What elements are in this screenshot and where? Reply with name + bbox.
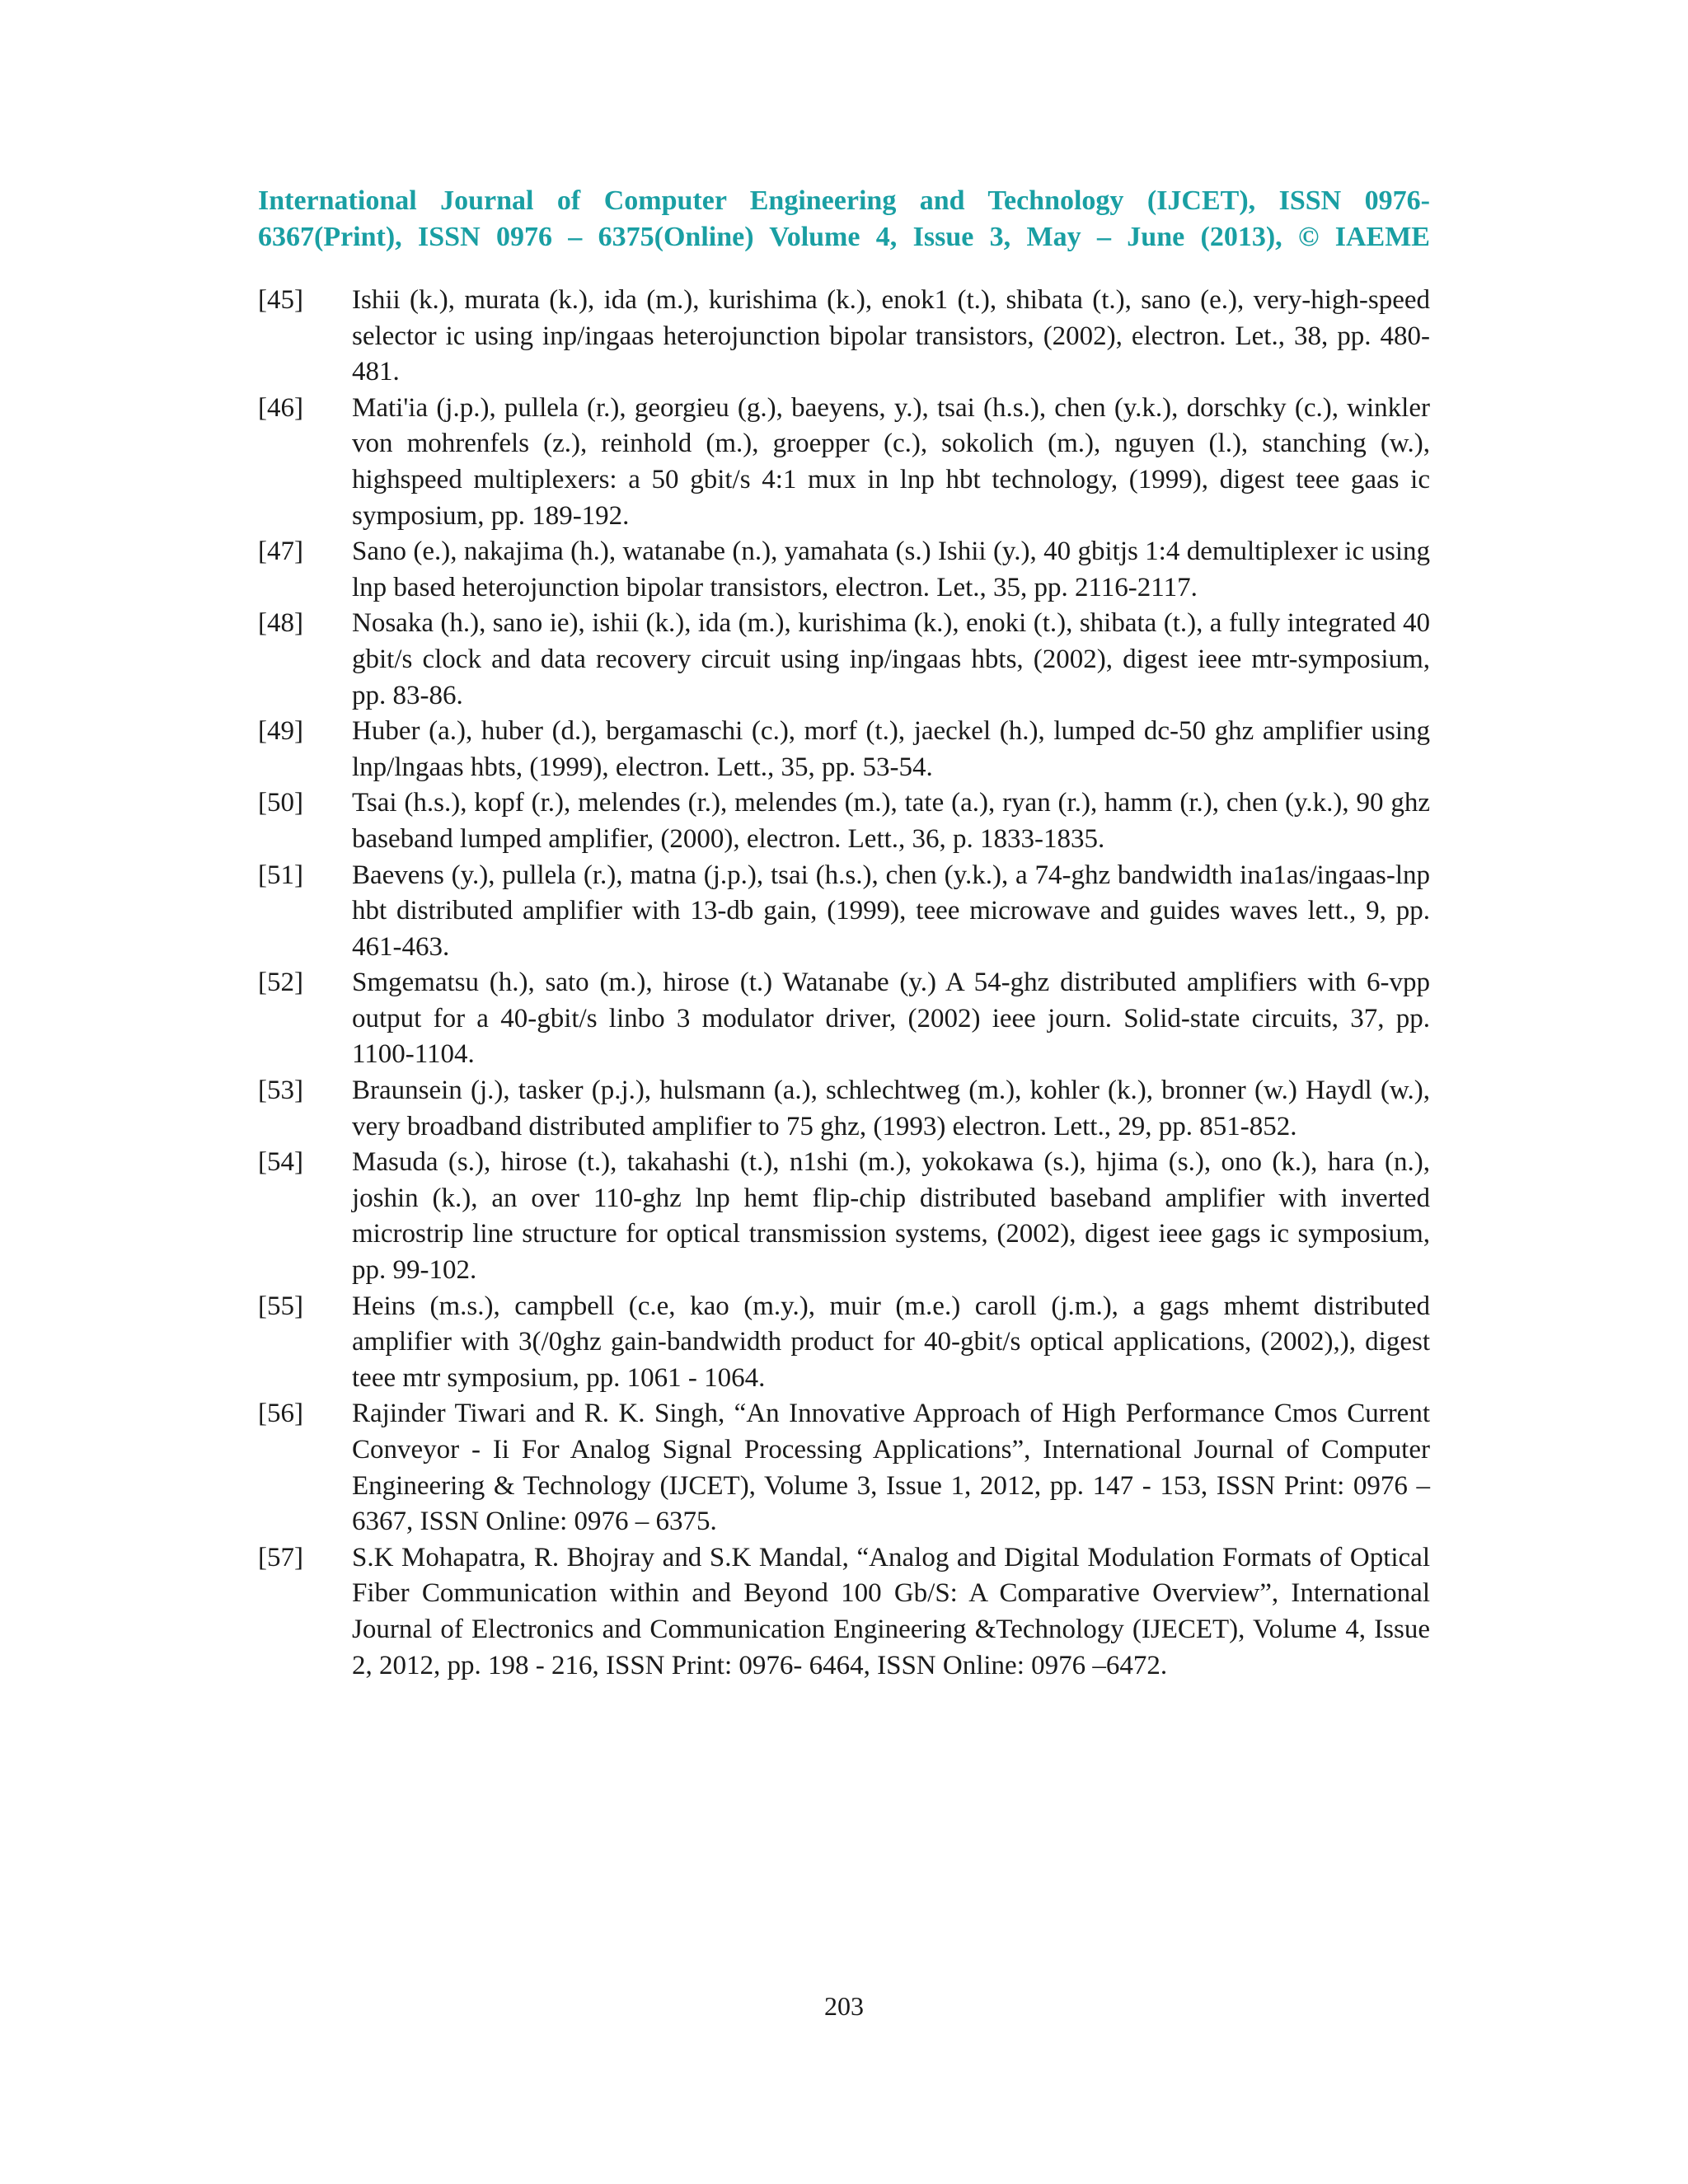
reference-50 xyxy=(258,785,1430,857)
page-number: 203 xyxy=(824,1991,864,2021)
reference-46 xyxy=(258,391,1430,534)
reference-number: [52] xyxy=(258,968,303,998)
journal-header xyxy=(258,183,1430,255)
reference-text: Rajinder Tiwari and R. K. Singh, “An Innovative Approach of High Performance Cmos Current Conveyor - Ii For Analog Signal Processing Applications”, International Journal of Computer Engineering & Technology (IJCET), Volume 3, Issue 1, 2012, pp. 147 - 153, ISSN Print: 0976 – 6367, ISSN Online: 0976 – 6375. xyxy=(352,1399,1430,1537)
reference-text: Nosaka (h.), sano ie), ishii (k.), ida (m.), kurishima (k.), enoki (t.), shibata (t.), a fully integrated 40 gbit/s clock and data recovery circuit using inp/ingaas hbts, (2002), digest ieee mtr-symposium, pp. 83-86. xyxy=(352,608,1430,710)
reference-text: Sano (e.), nakajima (h.), watanabe (n.), yamahata (s.) Ishii (y.), 40 gbitjs 1:4 demultiplexer ic using lnp based heterojunction bipolar transistors, electron. Let., 35, pp. 2116-2117. xyxy=(352,537,1430,602)
reference-number: [57] xyxy=(258,1542,303,1572)
reference-56 xyxy=(258,1396,1430,1540)
reference-number: [51] xyxy=(258,860,303,890)
reference-number: [50] xyxy=(258,788,303,818)
reference-number: [48] xyxy=(258,608,303,639)
reference-text: Heins (m.s.), campbell (c.e, kao (m.y.), muir (m.e.) caroll (j.m.), a gags mhemt distributed amplifier with 3(/0ghz gain-bandwidth product for 40-gbit/s optical applications, (2002),), digest teee mtr symposium, pp. 1061 - 1064. xyxy=(352,1291,1430,1393)
reference-54 xyxy=(258,1145,1430,1288)
journal-header-line-2: 6367(Print), ISSN 0976 – 6375(Online) Volume 4, Issue 3, May – June (2013), © IAEME xyxy=(258,222,1430,252)
reference-number: [47] xyxy=(258,537,303,567)
reference-text: Smgematsu (h.), sato (m.), hirose (t.) Watanabe (y.) A 54-ghz distributed amplifiers with 6-vpp output for a 40-gbit/s linbo 3 modulator driver, (2002) ieee journ. Solid-state circuits, 37, pp. 1100-1104. xyxy=(352,968,1430,1070)
reference-number: [46] xyxy=(258,392,303,423)
reference-number: [45] xyxy=(258,285,303,315)
reference-49 xyxy=(258,714,1430,785)
reference-list xyxy=(258,283,1430,1684)
reference-text: Huber (a.), huber (d.), bergamaschi (c.), morf (t.), jaeckel (h.), lumped dc-50 ghz amplifier using lnp/lngaas hbts, (1999), electron. Lett., 35, pp. 53-54. xyxy=(352,716,1430,782)
reference-number: [54] xyxy=(258,1147,303,1178)
reference-51 xyxy=(258,858,1430,966)
reference-text: Ishii (k.), murata (k.), ida (m.), kurishima (k.), enok1 (t.), shibata (t.), sano (e.), very-high-speed selector ic using inp/ingaas heterojunction bipolar transistors, (2002), electron. Let., 38, pp. 480-481. xyxy=(352,285,1430,387)
reference-text: Tsai (h.s.), kopf (r.), melendes (r.), melendes (m.), tate (a.), ryan (r.), hamm (r.), chen (y.k.), 90 ghz baseband lumped amplifier, (2000), electron. Lett., 36, p. 1833-1835. xyxy=(352,788,1430,854)
reference-48 xyxy=(258,606,1430,714)
reference-text: Baevens (y.), pullela (r.), matna (j.p.), tsai (h.s.), chen (y.k.), a 74-ghz bandwidth ina1as/ingaas-lnp hbt distributed amplifier with 13-db gain, (1999), teee microwave and guides waves lett., 9, pp. 461-463. xyxy=(352,860,1430,962)
reference-number: [49] xyxy=(258,716,303,747)
reference-47 xyxy=(258,534,1430,606)
reference-number: [56] xyxy=(258,1399,303,1429)
reference-52 xyxy=(258,965,1430,1073)
reference-text: Mati'ia (j.p.), pullela (r.), georgieu (g.), baeyens, y.), tsai (h.s.), chen (y.k.), dorschky (c.), winkler von mohrenfels (z.), reinhold (m.), groepper (c.), sokolich (m.), nguyen (l.), stanching (w.), highspeed multiplexers: a 50 gbit/s 4:1 mux in lnp hbt technology, (1999), digest teee gaas ic symposium, pp. 189-192. xyxy=(352,392,1430,531)
reference-53 xyxy=(258,1073,1430,1145)
reference-text: Masuda (s.), hirose (t.), takahashi (t.), n1shi (m.), yokokawa (s.), hjima (s.), ono (k.), hara (n.), joshin (k.), an over 110-ghz lnp hemt flip-chip distributed baseband amplifier with inverted microstrip line structure for optical transmission systems, (2002), digest ieee gags ic symposium, pp. 99-102. xyxy=(352,1147,1430,1286)
reference-text: Braunsein (j.), tasker (p.j.), hulsmann (a.), schlechtweg (m.), kohler (k.), bronner (w.) Haydl (w.), very broadband distributed amplifier to 75 ghz, (1993) electron. Lett., 29, pp. 851-852. xyxy=(352,1076,1430,1141)
reference-number: [55] xyxy=(258,1291,303,1321)
reference-45 xyxy=(258,283,1430,391)
reference-57 xyxy=(258,1540,1430,1684)
journal-header-line-1: International Journal of Computer Engineering and Technology (IJCET), ISSN 0976- xyxy=(258,185,1430,216)
reference-55 xyxy=(258,1289,1430,1397)
reference-number: [53] xyxy=(258,1076,303,1106)
reference-text: S.K Mohapatra, R. Bhojray and S.K Mandal, “Analog and Digital Modulation Formats of Optical Fiber Communication within and Beyond 100 Gb/S: A Comparative Overview”, International Journal of Electronics and Communication Engineering &Technology (IJECET), Volume 4, Issue 2, 2012, pp. 198 - 216, ISSN Print: 0976- 6464, ISSN Online: 0976 –6472. xyxy=(352,1542,1430,1680)
